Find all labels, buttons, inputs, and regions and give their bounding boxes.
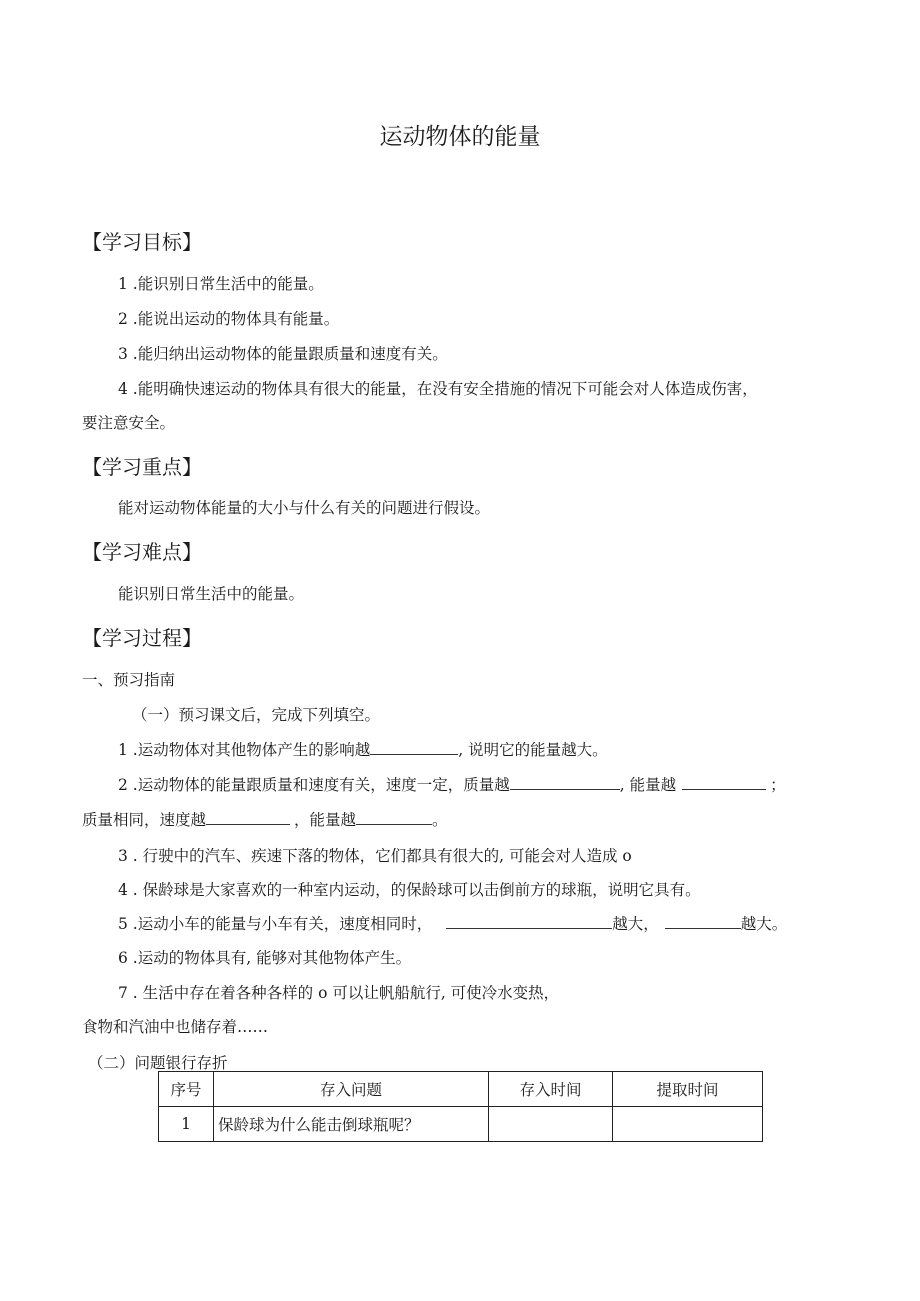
q5-blank-1[interactable] [446, 914, 612, 929]
key-point-heading: 【学习重点】 [82, 455, 202, 479]
q5-text-c: 越大。 [740, 915, 788, 933]
q2-blank-1[interactable] [510, 775, 620, 790]
table-header-row [159, 1072, 763, 1107]
question-7: 7 . 生活中存在着各种各样的 o 可以让帆船航行, 可使冷水变热， [118, 984, 560, 1002]
q1-blank[interactable] [370, 740, 458, 755]
key-point-text: 能对运动物体能量的大小与什么有关的问题进行假设。 [118, 499, 491, 517]
section-preview-guide: 一、预习指南 [82, 671, 176, 689]
question-3: 3 . 行驶中的汽车、疾速下落的物体，它们都具有很大的, 可能会对人造成 o [118, 847, 632, 865]
col-header-deposit-time: 存入时间 [489, 1072, 613, 1107]
question-1 [118, 738, 608, 760]
q2-text-a: 2 .运动物体的能量跟质量和速度有关，速度一定，质量越 [118, 776, 510, 794]
question-2 [118, 773, 786, 795]
process-heading: 【学习过程】 [82, 626, 202, 650]
cell-deposit-time[interactable] [489, 1107, 613, 1142]
q5-text-b: 越大， [612, 915, 659, 933]
question-7-cont: 食物和汽油中也储存着…… [82, 1018, 269, 1036]
q1-text-a: 1 .运动物体对其他物体产生的影响越 [118, 741, 371, 759]
cell-question: 保龄球为什么能击倒球瓶呢？ [214, 1107, 489, 1142]
goal-item-1: 1 .能识别日常生活中的能量。 [118, 275, 324, 293]
question-4: 4 . 保龄球是大家喜欢的一种室内运动，的保龄球可以击倒前方的球瓶，说明它具有。 [118, 881, 701, 899]
q2-blank-2[interactable] [682, 775, 766, 790]
subsection-question-bank: （二）问题银行存折 [88, 1054, 228, 1072]
goal-item-3: 3 .能归纳出运动物体的能量跟质量和速度有关。 [118, 345, 448, 363]
cell-withdraw-time[interactable] [613, 1107, 763, 1142]
q5-text-a: 5 .运动小车的能量与小车有关，速度相同时， [118, 915, 433, 933]
col-header-withdraw-time: 提取时间 [613, 1072, 763, 1107]
cell-number: 1 [159, 1107, 214, 1142]
col-header-question: 存入问题 [214, 1072, 489, 1107]
goal-item-2: 2 .能说出运动的物体具有能量。 [118, 310, 340, 328]
q2b-text-a: 质量相同，速度越 [82, 811, 207, 829]
goals-heading: 【学习目标】 [82, 230, 202, 254]
difficulty-heading: 【学习难点】 [82, 540, 202, 564]
q2b-blank-2[interactable] [356, 810, 432, 825]
q2b-blank-1[interactable] [206, 810, 290, 825]
subsection-fill-blanks: （一）预习课文后，完成下列填空。 [132, 706, 381, 724]
q2b-text-c: 。 [432, 811, 448, 829]
goal-item-4: 4 .能明确快速运动的物体具有很大的能量，在没有安全措施的情况下可能会对人体造成伤害， [118, 380, 758, 398]
q5-blank-2[interactable] [665, 914, 741, 929]
question-6: 6 .运动的物体具有, 能够对其他物体产生。 [118, 949, 412, 967]
q1-text-b: , 说明它的能量越大。 [458, 741, 608, 759]
question-bank-table [158, 1071, 763, 1142]
q2-text-c: ； [770, 776, 786, 794]
question-5 [118, 912, 787, 934]
q2b-text-b: ，能量越 [294, 811, 357, 829]
table-row [159, 1107, 763, 1142]
difficulty-text: 能识别日常生活中的能量。 [118, 585, 305, 603]
question-2-cont [82, 808, 448, 830]
goal-item-4-cont: 要注意安全。 [82, 414, 176, 432]
page-title: 运动物体的能量 [379, 124, 541, 150]
q2-text-b: , 能量越 [619, 776, 677, 794]
col-header-number: 序号 [159, 1072, 214, 1107]
